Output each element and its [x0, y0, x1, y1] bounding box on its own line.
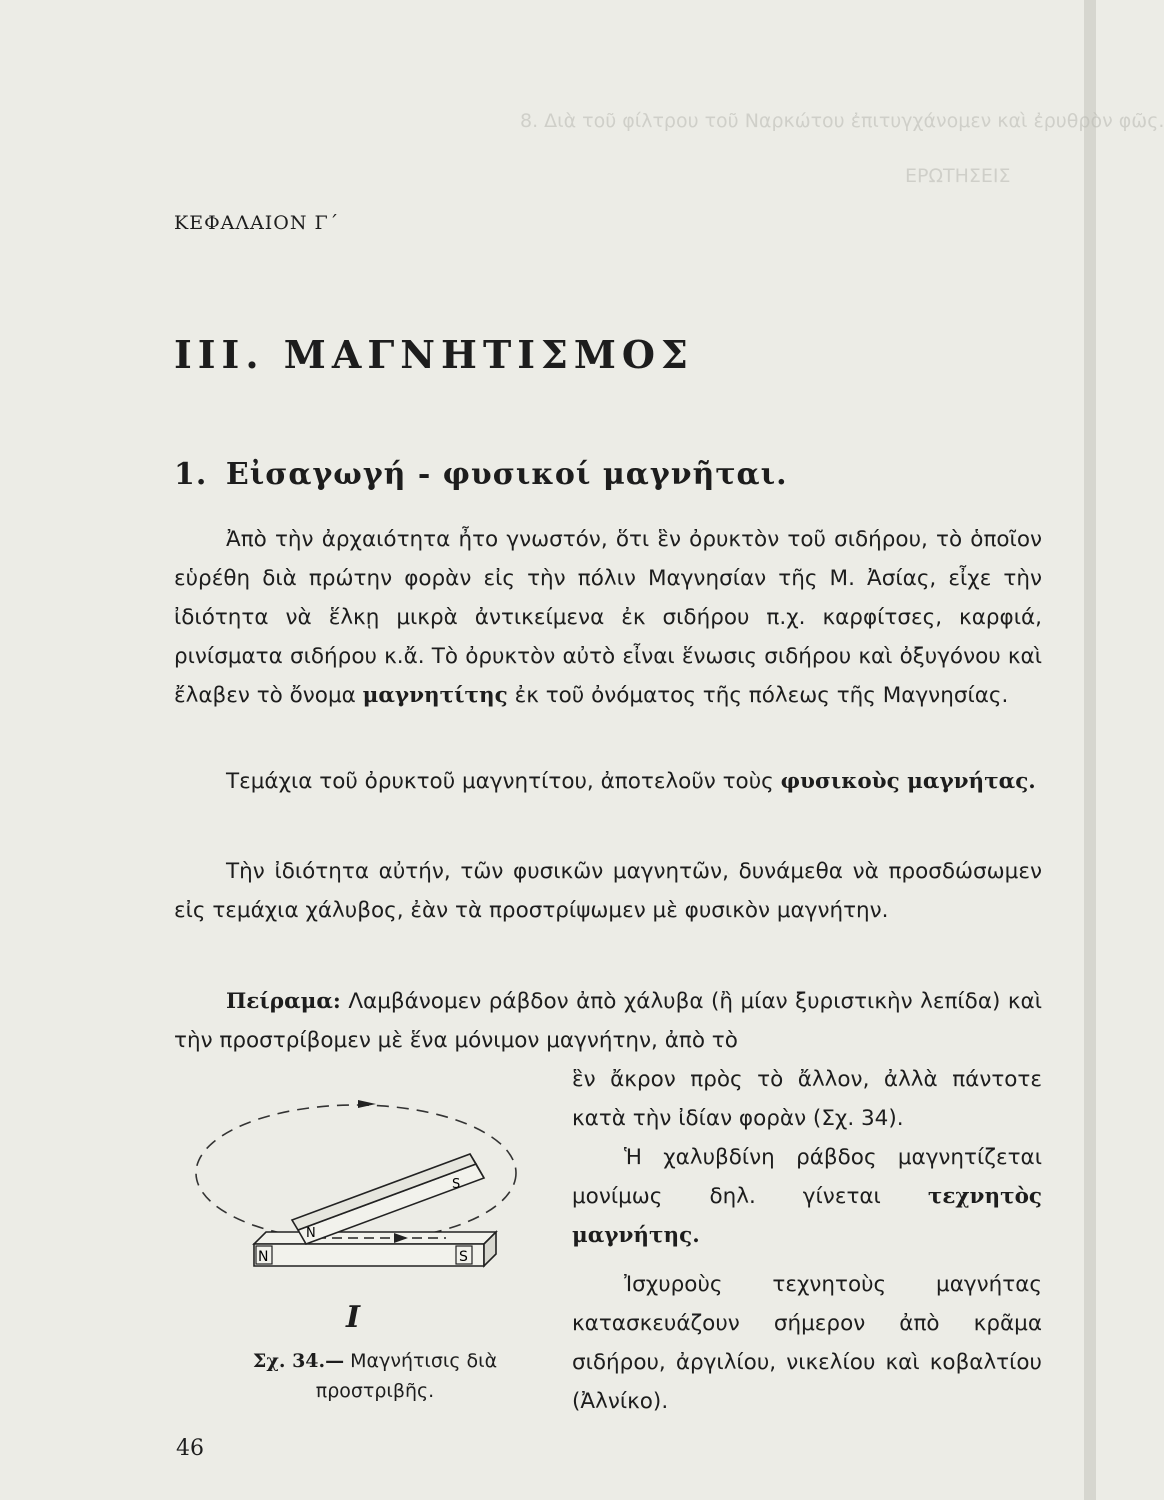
direction-arrow-top-icon: [358, 1100, 376, 1108]
paragraph-intro: [174, 520, 1042, 715]
paragraph-experiment: [174, 982, 1042, 1060]
paragraph-natural-magnets: [174, 762, 1042, 801]
paragraph-intro-text: Ἀπὸ τὴν ἀρχαιότητα ἦτο γνωστόν, ὅτι ἓν ὀρυκτὸν τοῦ σιδήρου, τὸ ὁποῖον εὑρέθη διὰ πρώτην φορὰν εἰς τὴν πόλιν Μαγνησίαν τῆς Μ. Ἀσίας, εἶχε τὴν ἰδιότητα νὰ ἕλκῃ μικρὰ ἀντικείμενα ἐκ σιδήρου π.χ. καρφίτσες, καρφιά, ρινίσματα σιδήρου κ.ἄ. Τὸ ὀρυκτὸν αὐτὸ εἶναι ἕνωσις σιδήρου καὶ ὀξυγόνου καὶ ἔλαβεν τὸ ὄνομα: [174, 527, 1042, 708]
page-edge-shadow: [1084, 0, 1096, 1500]
chapter-heading: ΚΕΦΑΛΑΙΟΝ Γ΄: [174, 212, 340, 234]
steel-bar: [254, 1232, 496, 1266]
bar-pole-s: S: [459, 1249, 468, 1265]
term-natural-magnets: φυσικοὺς μαγνήτας.: [780, 769, 1036, 794]
magnet-pole-n: N: [306, 1226, 316, 1241]
experiment-label: Πείραμα:: [226, 989, 341, 1014]
section-title-text: Εἰσαγωγή - φυσικοί μαγνῆται.: [225, 457, 788, 492]
term-magnetite: μαγνητίτης: [362, 683, 508, 708]
paragraph-experiment-text: Λαμβάνομεν ράβδον ἀπὸ χάλυβα (ἢ μίαν ξυριστικὴν λεπίδα) καὶ τὴν προστρίβομεν μὲ ἕνα μόνιμον μαγνήτην, ἀπὸ τὸ: [174, 989, 1042, 1053]
figure-magnetization-diagram: [186, 1088, 546, 1348]
bleed-through-line-2: ΕΡΩΤΗΣΕΙΣ: [905, 165, 1011, 187]
paragraph-alnico: Ἰσχυροὺς τεχνητοὺς μαγνήτας κατασκευάζουν σήμερον ἀπὸ κρᾶμα σιδήρου, ἀργιλίου, νικελίου καὶ κοβαλτίου (Ἀλνίκο).: [572, 1272, 1042, 1414]
paragraph-experiment-continued: ἓν ἄκρον πρὸς τὸ ἄλλον, ἀλλὰ πάντοτε κατὰ τὴν ἰδίαν φορὰν (Σχ. 34).: [572, 1067, 1042, 1131]
paragraph-artificial-magnet-text: Ἡ χαλυβδίνη ράβδος μαγνητίζεται μονίμως δηλ. γίνεται: [572, 1145, 1042, 1209]
paragraph-intro-end: ἐκ τοῦ ὀνόματος τῆς πόλεως τῆς Μαγνησίας.: [507, 683, 1009, 708]
permanent-magnet: [292, 1154, 484, 1244]
figure-caption: [240, 1346, 510, 1406]
magnet-pole-s: S: [452, 1177, 461, 1192]
bleed-through-line-1: 8. Διὰ τοῦ φίλτρου τοῦ Ναρκώτου ἐπιτυγχάνομεν καὶ ἐρυθρὸν φῶς.: [520, 110, 1164, 132]
paragraph-artificial-magnet: [572, 1138, 1042, 1255]
part-title: III. ΜΑΓΝΗΤΙΣΜΟΣ: [174, 332, 694, 377]
section-title: [174, 457, 788, 492]
caption-text: Μαγνήτισις διὰ προστριβῆς.: [315, 1350, 498, 1402]
page-number: 46: [176, 1436, 204, 1461]
paragraph-property: Τὴν ἰδιότητα αὐτήν, τῶν φυσικῶν μαγνητῶν, δυνάμεθα νὰ προσδώσωμεν εἰς τεμάχια χάλυβος, ἐὰν τὰ προστρίψωμεν μὲ φυσικὸν μαγνήτην.: [174, 859, 1042, 923]
caption-number: Σχ. 34.—: [252, 1350, 345, 1372]
term-artificial-magnet: τεχνητὸς μαγνήτης.: [572, 1184, 1042, 1248]
figure-label: I: [346, 1300, 361, 1335]
bar-pole-n: N: [258, 1249, 269, 1265]
section-number: 1.: [174, 457, 208, 492]
right-column-text: [572, 1060, 1042, 1421]
paragraph-natural-magnets-text: Τεμάχια τοῦ ὀρυκτοῦ μαγνητίτου, ἀποτελοῦν τοὺς: [226, 769, 781, 794]
